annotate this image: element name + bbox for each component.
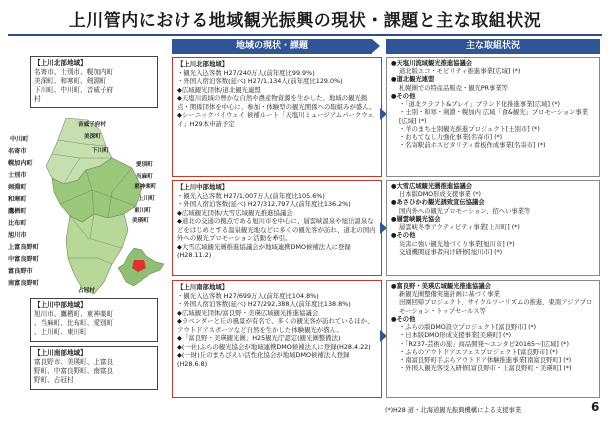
- initiative-item: 札幌圏での特産品販売・観光PR事業等: [399, 84, 508, 92]
- status-central-line: ・外国人宿泊客数(延べ) H27/312,797人(前年度比136.2%): [177, 200, 351, 209]
- initiative-item: 層雲峡冬季アクティビティ事業[上川町] (*): [399, 224, 520, 232]
- initiative-item: 田園回帰プロジェクト、サイクルツーリズムの推進、東南アジアプロモーション・トップセールス等: [399, 299, 593, 315]
- initiative-item: ●富良野・美瑛広域観光推進協議会: [391, 283, 491, 290]
- map-label-asahikawa: 旭川市: [8, 232, 27, 239]
- map-label-furano: 富良野市: [8, 268, 33, 275]
- initiative-item: ●その他: [391, 92, 416, 100]
- status-central-line: ◆広域観光団体/大雪広域観光推進協議会: [177, 208, 293, 217]
- map-label-takasu: 鷹栖町: [8, 208, 27, 215]
- initiative-item: ・日本版DMO形成支援事業[美瑛町] (*): [399, 332, 512, 340]
- initiative-item: 道北版エコ・モビリティ推進事業[広域] (*): [399, 68, 521, 76]
- map-label-kamikawa: 上川町: [138, 196, 155, 202]
- status-south-line: ◆広域観光団体/富良野・美瑛広域観光推進協議会: [177, 308, 319, 317]
- header-arrow-icon: [372, 39, 380, 53]
- region-central-cities: 旭川市、鷹栖町、東神楽町 、当麻町、比布町、愛別町 、上川町、東川町: [34, 309, 114, 336]
- initiative-item: ・羊のまち士別観光推進プロジェクト[士別市] (*): [399, 125, 540, 133]
- initiatives-column-header: 主な取組状況: [386, 39, 600, 54]
- map-label-nakagawa: 中川町: [10, 136, 29, 143]
- status-south-line: ◆(一社)ふらの観光協会が地域連携DMO候補法人に登録(H28.4.22): [177, 342, 371, 351]
- map-label-shimokawa: 下川町: [92, 148, 109, 154]
- map-label-higashikawa: 東川町: [134, 208, 151, 214]
- initiative-item: 災害に強い観光地づくり事業[旭川市] (*): [399, 240, 515, 248]
- status-south-box: [172, 280, 382, 398]
- status-central-title: 【上川中部地域】: [177, 183, 229, 191]
- status-north-line: ◆シーニックバイウェイ 候補ルート「天塩川ミュージアムパークウェイ」H29本申請予定: [177, 111, 374, 128]
- initiative-item: ・名寄駅前ホスピタリティ看板作成事業[名寄市] (*): [399, 142, 546, 150]
- status-south-line: ◆「富良野・美瑛観光圏」H25観光庁認定(観光圏整備法): [177, 334, 341, 343]
- status-central-line: ◆道北の交通の拠点である旭川市を中心に、層雲峡温泉や旭岳温泉などをはじめとする温泉観光地などに多くの観光客が訪れ、道北の国内外への観光プロモーション活動を牽引。: [177, 217, 376, 243]
- region-north-cities: 名寄市、士別市、幌加内町 美深町、和寒町、剣淵町 下川町、中川町、音威子府 村: [34, 67, 114, 103]
- map-label-kamifurano: 上富良野町: [8, 244, 39, 251]
- status-column-header: 地域の現状・課題: [172, 39, 372, 54]
- hokkaido-inset: [118, 248, 164, 286]
- footnote: (*)H28 道・北海道観光振興機構による支援事業: [385, 407, 522, 414]
- status-north-line: ◆天塩川流域の豊かな自然や農産物資源を生かした、地域の観光拠点・関係団体を中心に、参加・体験型の観光関係への取組みが盛ん。: [177, 94, 376, 111]
- page-number: 6: [591, 400, 600, 414]
- status-north-line: ◆広域観光団体/道北観光連盟: [177, 85, 261, 94]
- map-label-horokanai: 幌加内町: [8, 160, 33, 167]
- initiative-item: ・士別・和寒・剣淵・幌加内 広域「食&観光」プロモーション事業[広域] (*): [399, 109, 589, 125]
- map-south-region: [66, 214, 128, 294]
- map-label-tohma: 当麻町: [136, 174, 153, 180]
- region-central-title: 【上川中部地域】: [34, 301, 87, 309]
- initiative-item: ●その他: [391, 315, 416, 323]
- region-south-title: 【上川南部地域】: [34, 349, 87, 357]
- initiative-item: 国内外への観光プロモーション、招へい事業等: [399, 207, 531, 215]
- initiatives-north-box: [386, 57, 600, 177]
- region-south-cities: 富良野市、美瑛町、上富良 野町、中富良野町、南富良 野町、占冠村: [34, 357, 114, 384]
- status-north-line: ・外国人宿泊客数(延べ) H27/1,134人(前年度比129.0%): [177, 77, 343, 86]
- initiative-item: ・ふらのアウトドアエフェスプロジェクト[富良野市] (*): [399, 348, 558, 356]
- map-label-wassamu: 和寒町: [8, 196, 27, 203]
- map-label-pippu: 比布町: [8, 220, 27, 227]
- initiative-item: ・ふらの版DMO設立プロジェクト[富良野市] (*): [399, 324, 537, 332]
- map-label-nakafurano: 中富良野町: [8, 256, 39, 263]
- initiative-item: ●その他: [391, 232, 416, 240]
- initiative-item: ●層雲峡観光協会: [391, 215, 441, 223]
- region-central-box: [30, 298, 158, 342]
- status-central-box: [172, 180, 382, 276]
- status-south-line: ・外国人宿泊客数(延べ) H27/292,388人(前年度比138.8%): [177, 300, 351, 309]
- region-south-box: [30, 346, 158, 390]
- page-title: 上川管内における地域観光振興の現状・課題と主な取組状況: [68, 11, 542, 31]
- status-central-line: ・観光入込客数 H27/1,007万人(前年度比105.6%): [177, 191, 325, 200]
- initiative-item: ・「道北クラフト&ブレイ」ブランド化推進事業[広域] (*): [399, 101, 560, 109]
- map-label-otoineppu: 音威子府村: [78, 122, 106, 128]
- title-underline: [8, 34, 602, 36]
- initiative-item: ・おもてなし力強化事業[名寄市] (*): [399, 134, 503, 142]
- map-label-higashikagura: 東神楽町: [134, 184, 157, 190]
- status-south-line: ◆ラベンダーと丘の風景が有名で、多くの観光客が訪れているほか、アウトドアスポーツなど自然を生かした体験観光が盛ん。: [177, 317, 374, 334]
- initiative-item: ●道北観光連盟: [391, 76, 435, 84]
- map-label-kenbuchi: 剣淵町: [8, 184, 27, 191]
- initiative-item: 交通機関従事者向け研修[旭川市] (*): [399, 248, 503, 256]
- status-north-box: [172, 57, 382, 177]
- map-label-shibetsu: 士別市: [8, 172, 27, 179]
- initiative-item: ・南富良野町手ぶらアウトドア体験推進事業[南富良野町] (*): [399, 357, 572, 365]
- region-north-box: [30, 56, 158, 108]
- map-label-biei: 美瑛町: [132, 218, 149, 224]
- status-south-line: ◆(一財)丘のまちびえい活性化協会が地域DMO候補法人登録(H28.6.8): [177, 351, 350, 368]
- initiative-item: 新観光圏整備実施計画に基づく事業: [399, 291, 500, 299]
- initiatives-central-box: [386, 180, 600, 276]
- status-south-line: ・観光入込客数 H27/699万人(前年度比104.8%): [177, 291, 319, 300]
- map-label-nayoro: 名寄市: [8, 148, 27, 155]
- initiatives-south-box: [386, 280, 600, 398]
- kamikawa-map: [8, 118, 168, 298]
- status-north-line: ・観光入込客数 H27/240万人(前年度比99.9%): [177, 68, 315, 77]
- map-label-bifuka: 美深町: [84, 134, 101, 140]
- map-label-aibetsu: 愛別町: [136, 162, 153, 168]
- initiative-item: ・外国人観光客受入研修[富良野市・上富良野町・美瑛町] (*): [399, 365, 572, 373]
- initiative-item: ●あさひかわ観光誘致宣伝協議会: [391, 199, 485, 207]
- status-central-line: ◆大雪広域観光圏推進協議会が地域連携DMO候補法人に登録(H28.11.2): [177, 242, 351, 260]
- initiative-item: ●天塩川流域観光推進協議会: [391, 60, 473, 67]
- status-south-title: 【上川南部地域】: [177, 283, 229, 291]
- initiative-item: ●大雪広域観光圏推進協議会: [391, 183, 473, 190]
- initiative-item: ・「R237-芸術の旅」商品開発〜エンタビ20165〜[広域] (*): [399, 340, 569, 348]
- map-label-minamifurano: 南富良野町: [8, 280, 39, 287]
- region-north-title: 【上川北部地域】: [34, 59, 87, 67]
- status-north-title: 【上川北部地域】: [177, 60, 229, 68]
- map-label-shimukappu: 占冠村: [78, 288, 95, 294]
- initiative-item: 日本版DMO形成支援事業 (*): [399, 191, 481, 199]
